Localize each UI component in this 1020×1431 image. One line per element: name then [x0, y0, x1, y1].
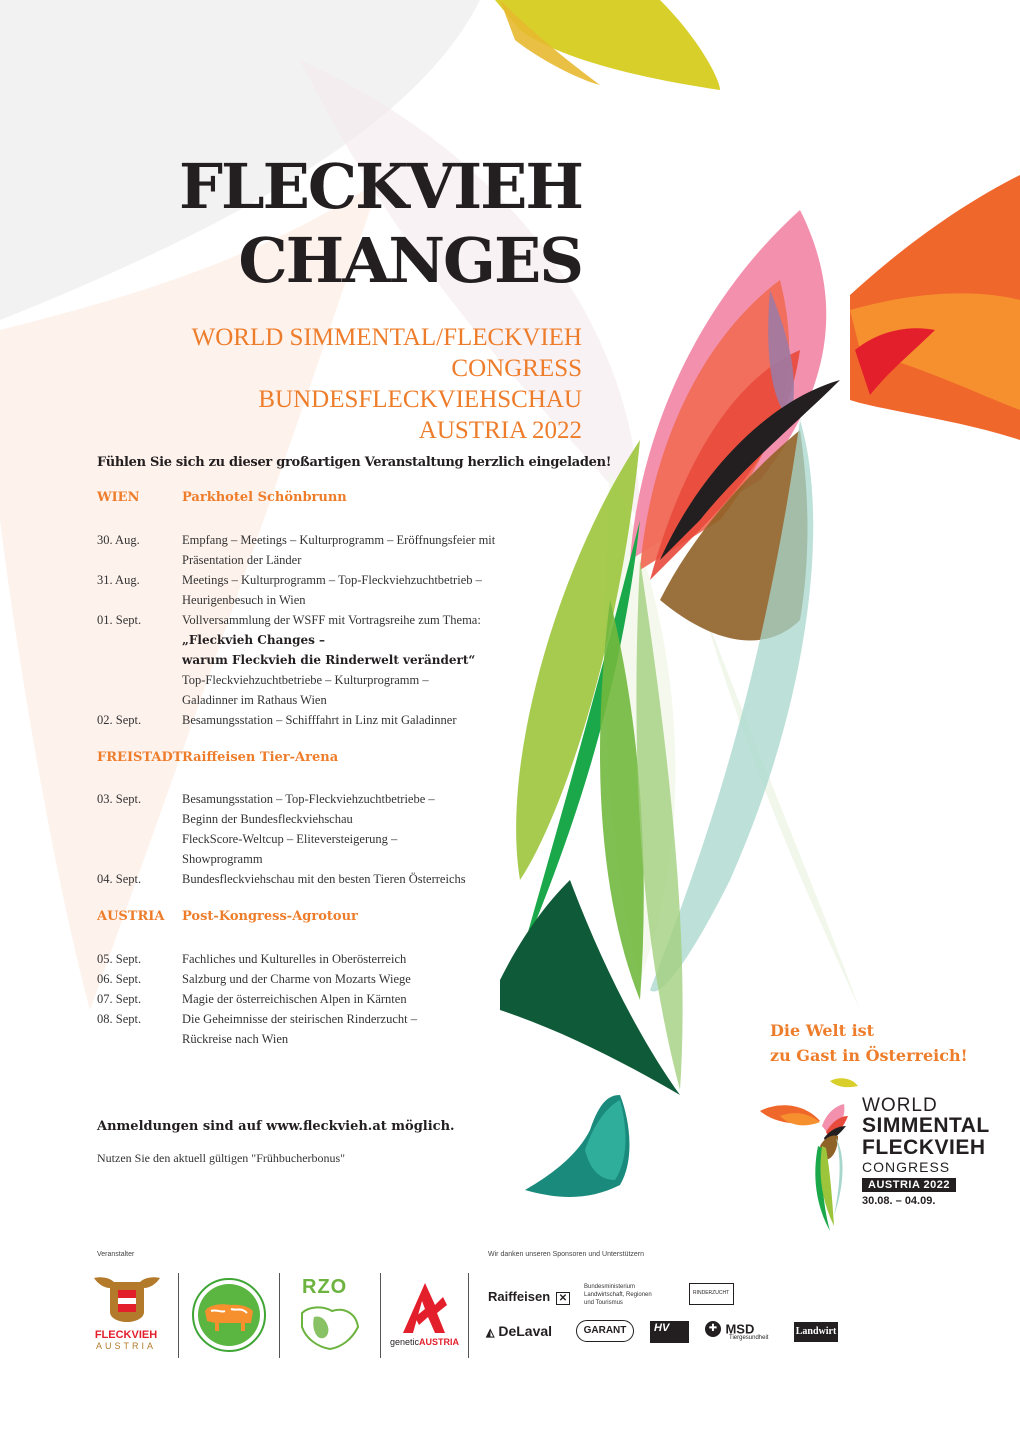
- divider: [468, 1273, 469, 1358]
- hv-logo: [650, 1321, 689, 1343]
- schedule-text: Präsentation der Länder: [182, 553, 302, 567]
- schedule-date: 01. Sept.: [97, 613, 142, 627]
- genetic-text-a: genetic: [390, 1337, 420, 1347]
- divider: [279, 1273, 280, 1358]
- fleckvieh-austria-logo-icon: [92, 1272, 162, 1324]
- fleckvieh-austria-logo: [86, 1329, 166, 1351]
- ministry-line2: Landwirtschaft, Regionen: [584, 1292, 652, 1298]
- hv-text: HV: [654, 1322, 670, 1334]
- subtitle: [80, 322, 582, 446]
- msd-logo: [705, 1320, 768, 1341]
- msd-text: MSD: [725, 1321, 755, 1337]
- raiffeisen-icon: ✕: [556, 1292, 570, 1305]
- rzo-logo-text: RZO: [302, 1276, 348, 1298]
- cattle-globe-logo-icon: [191, 1277, 267, 1353]
- subtitle-line2: BUNDESFLECKVIEHSCHAU: [258, 386, 582, 413]
- section-city: WIEN: [97, 490, 140, 505]
- earlybird-text: Nutzen Sie den aktuell gültigen "Frühbucherbonus": [97, 1151, 346, 1165]
- main-title: [100, 150, 582, 298]
- schedule-text-bold: „Fleckvieh Changes –: [182, 633, 326, 647]
- schedule-text: Vollversammlung der WSFF mit Vortragsreihe zum Thema:: [182, 613, 481, 627]
- divider: [380, 1273, 381, 1358]
- schedule-date: 08. Sept.: [97, 1012, 142, 1026]
- main-title-line1: FLECKVIEH: [178, 150, 582, 223]
- schedule-date: 05. Sept.: [97, 952, 142, 966]
- logo-line-fleckvieh: FLECKVIEH: [862, 1136, 986, 1159]
- rinderzucht-text: RINDERZUCHT: [693, 1290, 730, 1296]
- logo-line-world: WORLD: [862, 1095, 938, 1116]
- sponsors-label: Wir danken unseren Sponsoren und Unterstützern: [488, 1251, 645, 1258]
- schedule-text: Salzburg und der Charme von Mozarts Wiege: [182, 972, 411, 986]
- rinderzucht-logo: [689, 1283, 734, 1305]
- section-venue: Raiffeisen Tier-Arena: [182, 750, 339, 765]
- schedule-text-bold: warum Fleckvieh die Rinderwelt verändert“: [182, 653, 476, 667]
- schedule-text: Galadinner im Rathaus Wien: [182, 693, 327, 707]
- schedule-text: Beginn der Bundesfleckviehschau: [182, 812, 353, 826]
- section-city: AUSTRIA: [97, 909, 165, 924]
- schedule-date: 07. Sept.: [97, 992, 142, 1006]
- delaval-text: DeLaval: [498, 1323, 553, 1339]
- msd-subtext: Tiergesundheit: [729, 1335, 769, 1341]
- delaval-logo: [486, 1323, 552, 1339]
- schedule-text: Heurigenbesuch in Wien: [182, 593, 306, 607]
- schedule-text: Besamungsstation – Top-Fleckviehzuchtbetriebe –: [182, 792, 435, 806]
- logo-dates: 30.08. – 04.09.: [862, 1195, 936, 1207]
- section-venue: Parkhotel Schönbrunn: [182, 490, 347, 505]
- schedule-date: 31. Aug.: [97, 573, 140, 587]
- ministry-line3: und Tourismus: [584, 1300, 623, 1306]
- logo-line-congress: CONGRESS: [862, 1159, 951, 1175]
- congress-logo-graphic: [760, 1076, 870, 1236]
- schedule-text: Magie der österreichischen Alpen in Kärnten: [182, 992, 407, 1006]
- welcome-text: [770, 1018, 968, 1068]
- congress-logo: [862, 1096, 990, 1207]
- organizers-label: Veranstalter: [97, 1251, 135, 1258]
- schedule-text: Meetings – Kulturprogramm – Top-Fleckviehzuchtbetrieb –: [182, 573, 482, 587]
- raiffeisen-text: Raiffeisen: [488, 1289, 551, 1304]
- schedule-text: Bundesfleckviehschau mit den besten Tieren Österreichs: [182, 872, 466, 886]
- schedule-date: 30. Aug.: [97, 533, 140, 547]
- ministry-line1: Bundesministerium: [584, 1284, 636, 1290]
- schedule-date: 06. Sept.: [97, 972, 142, 986]
- genetic-austria-logo-icon: [395, 1277, 455, 1337]
- garant-text: GARANT: [583, 1325, 627, 1336]
- genetic-text-b: AUSTRIA: [419, 1337, 460, 1347]
- divider: [178, 1273, 179, 1358]
- schedule-text: Top-Fleckviehzuchtbetriebe – Kulturprogramm –: [182, 673, 429, 687]
- schedule-text: FleckScore-Weltcup – Eliteversteigerung –: [182, 832, 398, 846]
- landwirt-text: Landwirt: [795, 1326, 837, 1337]
- registration-text: Anmeldungen sind auf www.fleckvieh.at möglich.: [97, 1119, 455, 1134]
- section-city: FREISTADT: [97, 750, 183, 765]
- raiffeisen-logo: [488, 1289, 570, 1305]
- schedule-text: Die Geheimnisse der steirischen Rinderzucht –: [182, 1012, 417, 1026]
- schedule-text: Besamungsstation – Schifffahrt in Linz mit Galadinner: [182, 713, 457, 727]
- ministry-logo: [584, 1283, 652, 1307]
- subtitle-line3: AUSTRIA 2022: [418, 417, 582, 444]
- schedule-text: Fachliches und Kulturelles in Oberösterreich: [182, 952, 407, 966]
- garant-logo: [576, 1320, 634, 1342]
- welcome-line1: Die Welt ist: [770, 1021, 875, 1040]
- schedule-text: Empfang – Meetings – Kulturprogramm – Eröffnungsfeier mit: [182, 533, 496, 547]
- schedule-date: 02. Sept.: [97, 713, 142, 727]
- logo-badge: AUSTRIA 2022: [862, 1178, 956, 1192]
- schedule-date: 04. Sept.: [97, 872, 142, 886]
- main-title-line2: CHANGES: [238, 224, 582, 297]
- fleckvieh-austria-sub: AUSTRIA: [95, 1341, 156, 1351]
- section-venue: Post-Kongress-Agrotour: [182, 909, 358, 924]
- logo-line-simmental: SIMMENTAL: [862, 1114, 990, 1137]
- welcome-line2: zu Gast in Österreich!: [770, 1046, 968, 1065]
- schedule-text: Showprogramm: [182, 852, 263, 866]
- schedule-text: Rückreise nach Wien: [182, 1032, 289, 1046]
- landwirt-logo: [794, 1322, 838, 1342]
- fleckvieh-austria-name: FLECKVIEH: [94, 1329, 158, 1341]
- schedule-date: 03. Sept.: [97, 792, 142, 806]
- genetic-austria-logo-text: [390, 1337, 459, 1347]
- invitation-text: Fühlen Sie sich zu dieser großartigen Veranstaltung herzlich eingeladen!: [97, 455, 612, 470]
- msd-icon: ✚: [705, 1321, 721, 1337]
- delaval-icon: ◭: [486, 1327, 495, 1339]
- subtitle-line1: WORLD SIMMENTAL/FLECKVIEH CONGRESS: [191, 324, 582, 382]
